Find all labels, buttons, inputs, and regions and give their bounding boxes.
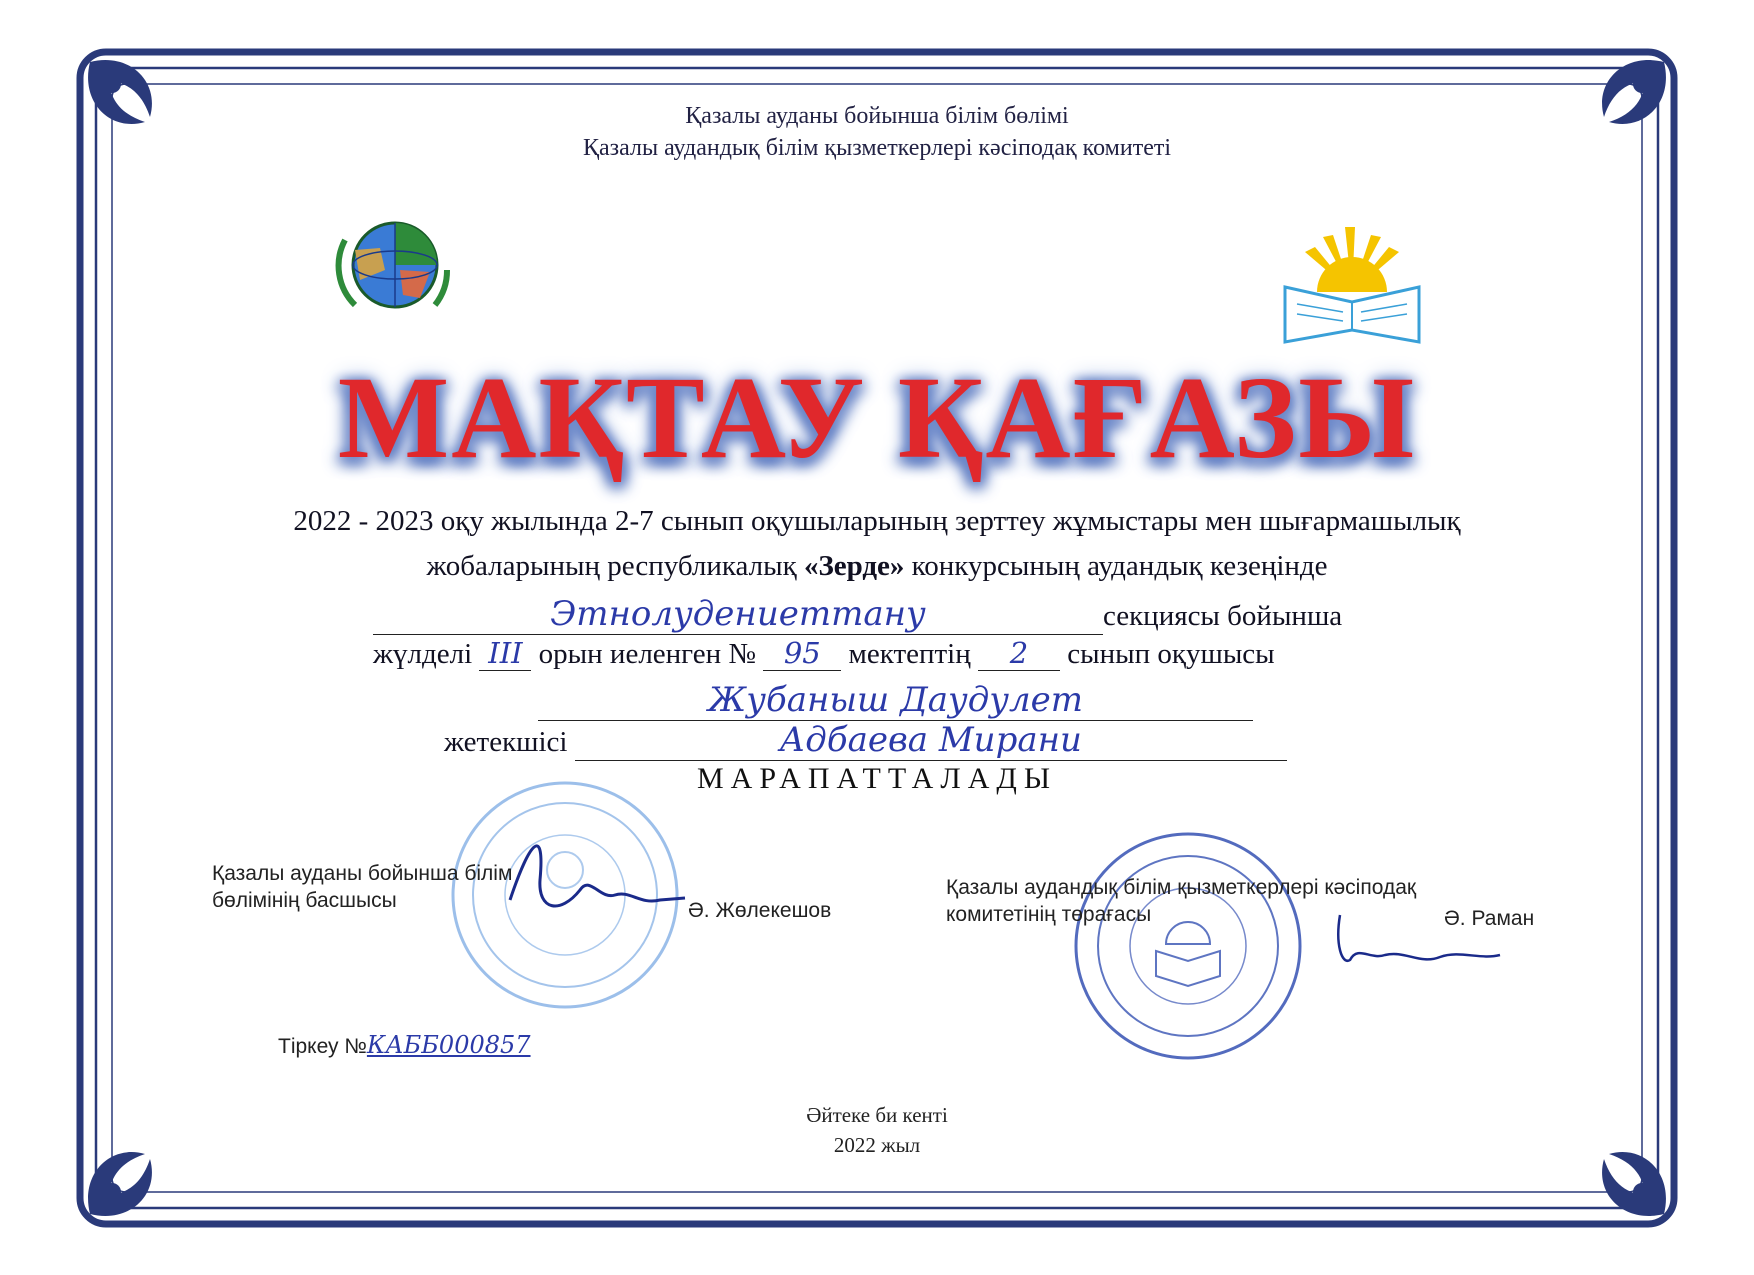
- contest-name: «Зерде»: [803, 550, 905, 582]
- right-signatory-line-2: комитетінің төрағасы: [946, 903, 1152, 927]
- header-line-2: Қазалы аудандық білім қызметкерлері кәсіподақ комитеті: [582, 135, 1171, 161]
- prize-value: III: [479, 636, 531, 671]
- leader-label: жетекшісі: [444, 726, 568, 758]
- left-signatory-line-2: бөлімінің басшысы: [212, 889, 397, 913]
- body-line-2: [0, 550, 1754, 583]
- student-name: Жубаныш Даудулет: [538, 680, 1253, 721]
- body-line-2-pre: жобаларының республикалық: [426, 550, 804, 582]
- registration-label: Тіркеу №: [278, 1035, 367, 1058]
- student-line: [538, 680, 1253, 721]
- footer-place: Әйтеке би кенті: [806, 1103, 948, 1127]
- section-line: [373, 594, 1342, 635]
- leader-name: Адбаева Мирани: [575, 720, 1287, 761]
- left-signatory-line-1: Қазалы ауданы бойынша білім: [212, 862, 513, 885]
- header-line-1: Қазалы ауданы бойынша білім бөлімі: [685, 103, 1069, 129]
- section-value: Этнолудениеттану: [373, 594, 1103, 635]
- section-suffix: секциясы бойынша: [1103, 600, 1343, 632]
- right-signatory-name: Ә. Раман: [1444, 907, 1535, 930]
- trade-union-logo: [1275, 222, 1430, 347]
- right-stamp: [1068, 826, 1308, 1066]
- education-department-logo: [325, 210, 470, 320]
- body-line-1: 2022 - 2023 оқу жылында 2-7 сынып оқушыларының зерттеу жұмыстары мен шығармашылық: [293, 505, 1461, 537]
- registration-number: КАББ000857: [366, 1031, 531, 1059]
- prize-line: [373, 636, 1275, 671]
- awarded-text: МАРАПАТТАЛАДЫ: [696, 762, 1057, 795]
- registration: [278, 1030, 531, 1061]
- left-signatory-name: Ә. Жөлекешов: [688, 899, 832, 922]
- school-value: 95: [763, 636, 841, 671]
- body-line-2-post: конкурсының аудандық кезеңінде: [904, 550, 1328, 582]
- left-signatory-title: [212, 860, 512, 915]
- right-signature: [1330, 905, 1505, 985]
- school-label: мектептің: [848, 638, 971, 670]
- prize-label: жүлделі: [373, 638, 473, 670]
- left-signature: [490, 820, 690, 930]
- certificate-title: МАҚТАУ ҚАҒАЗЫ: [337, 352, 1417, 483]
- leader-line: [444, 720, 1287, 761]
- place-label: орын иеленген №: [538, 638, 757, 670]
- class-label: сынып оқушысы: [1067, 638, 1275, 670]
- footer-year: 2022 жыл: [833, 1133, 921, 1157]
- class-value: 2: [978, 636, 1060, 671]
- right-signatory-line-1: Қазалы аудандық білім қызметкерлері кәсіподақ: [946, 876, 1417, 899]
